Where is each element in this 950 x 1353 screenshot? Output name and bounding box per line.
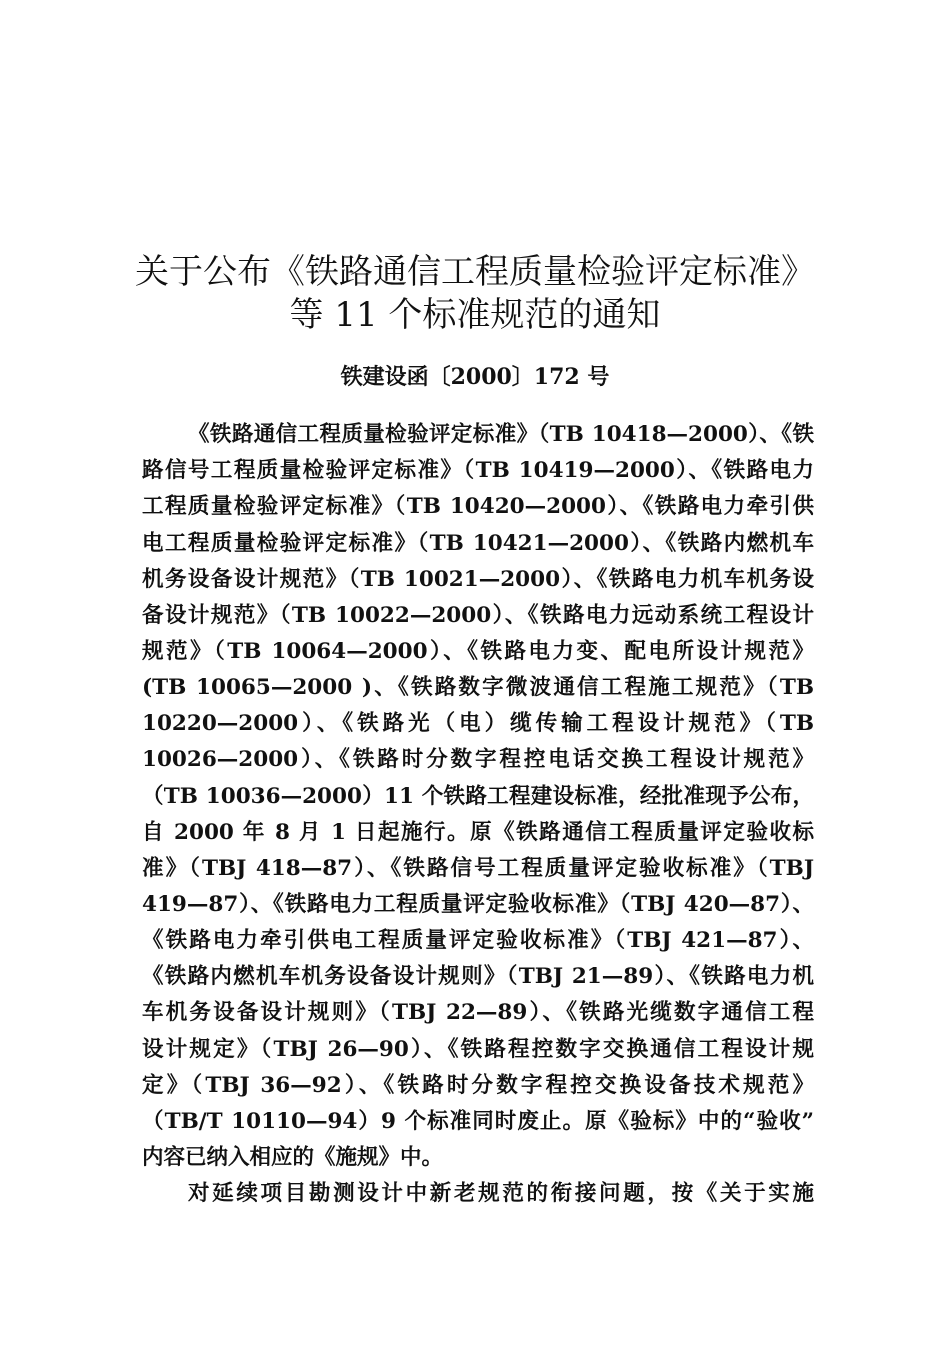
- body-line: 10026—2000）、《铁路时分数字程控电话交换工程设计规范》: [142, 747, 814, 772]
- body-line: (TB 10065—2000 )、《铁路数字微波通信工程施工规范》（TB: [142, 675, 814, 700]
- body-line: 《铁路通信工程质量检验评定标准》（TB 10418—2000）、《铁: [188, 422, 814, 447]
- body-line: 工程质量检验评定标准》（TB 10420—2000）、《铁路电力牵引供: [142, 494, 814, 519]
- body-line: 准》（TBJ 418—87）、《铁路信号工程质量评定验收标准》（TBJ: [142, 856, 814, 881]
- body-line: 机务设备设计规范》（TB 10021—2000）、《铁路电力机车机务设: [142, 567, 814, 592]
- body-line: 路信号工程质量检验评定标准》（TB 10419—2000）、《铁路电力: [142, 458, 814, 483]
- body-line: 内容已纳入相应的《施规》中。: [142, 1145, 444, 1170]
- body-line: 备设计规范》（TB 10022—2000）、《铁路电力远动系统工程设计: [142, 603, 814, 628]
- body-line: 10220—2000）、《铁路光（电）缆传输工程设计规范》（TB: [142, 711, 814, 736]
- body-line: 电工程质量检验评定标准》（TB 10421—2000）、《铁路内燃机车: [142, 531, 814, 556]
- title-line-1: 关于公布《铁路通信工程质量检验评定标准》: [135, 252, 815, 292]
- body-line: 《铁路内燃机车机务设备设计规则》（TBJ 21—89）、《铁路电力机: [142, 964, 814, 989]
- body-line: 规范》（TB 10064—2000）、《铁路电力变、配电所设计规范》: [142, 639, 814, 664]
- body-line: 419—87）、《铁路电力工程质量评定验收标准》（TBJ 420—87）、: [142, 892, 814, 917]
- body-line: （TB 10036—2000）11 个铁路工程建设标准，经批准现予公布，: [142, 784, 814, 809]
- body-line: 自 2000 年 8 月 1 日起施行。原《铁路通信工程质量评定验收标: [142, 820, 814, 845]
- body-line: （TB/T 10110—94）9 个标准同时废止。原《验标》中的“验收”: [142, 1109, 814, 1134]
- body-line: 对延续项目勘测设计中新老规范的衔接问题，按《关于实施: [188, 1181, 814, 1206]
- body-line: 《铁路电力牵引供电工程质量评定验收标准》（TBJ 421—87）、: [142, 928, 814, 953]
- body-line: 定》（TBJ 36—92）、《铁路时分数字程控交换设备技术规范》: [142, 1073, 814, 1098]
- document-number: 铁建设函〔2000〕172 号: [340, 364, 610, 390]
- body-line: 车机务设备设计规则》（TBJ 22—89）、《铁路光缆数字通信工程: [142, 1000, 814, 1025]
- body-line: 设计规定》（TBJ 26—90）、《铁路程控数字交换通信工程设计规: [142, 1037, 814, 1062]
- title-line-2: 等 11 个标准规范的通知: [289, 295, 661, 335]
